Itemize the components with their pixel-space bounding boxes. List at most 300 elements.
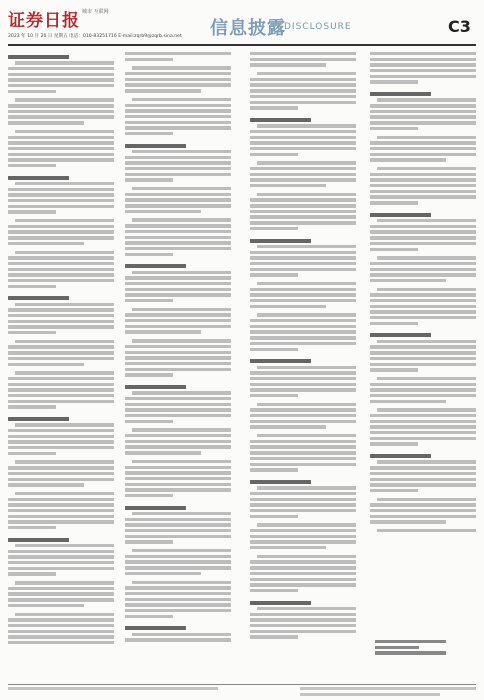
text-line [15, 460, 114, 463]
text-line [8, 225, 114, 228]
text-line [250, 95, 356, 98]
text-line [370, 299, 476, 302]
footer-note-right [300, 687, 476, 690]
text-line [250, 130, 356, 133]
text-line [250, 319, 356, 322]
text-line [125, 351, 231, 354]
text-line [250, 178, 356, 181]
text-line [370, 515, 476, 518]
text-line [377, 288, 476, 291]
text-line [15, 182, 114, 185]
text-line [125, 560, 231, 563]
text-line [8, 561, 114, 564]
text-line [125, 83, 231, 86]
text-line [370, 478, 476, 481]
text-line [8, 136, 114, 139]
text-line [8, 555, 114, 558]
text-line [377, 408, 476, 411]
text-line [8, 377, 114, 380]
text-line [370, 242, 476, 245]
text-line [370, 357, 476, 360]
text-line [8, 567, 114, 570]
text-line [125, 161, 231, 164]
text-line [370, 351, 476, 354]
text-line [8, 164, 56, 167]
text-line [370, 293, 476, 296]
text-line [125, 325, 231, 328]
text-line [250, 210, 356, 213]
text-line [257, 161, 356, 164]
text-line [257, 282, 356, 285]
text-line [370, 115, 476, 118]
text-line [8, 84, 114, 87]
text-line [377, 460, 476, 463]
text-line [15, 303, 114, 306]
text-line [250, 52, 356, 55]
text-line [370, 368, 418, 371]
text-line [250, 457, 356, 460]
text-line [250, 445, 356, 448]
text-line [370, 483, 476, 486]
text-line [257, 193, 356, 196]
text-line [125, 276, 231, 279]
text-line [250, 425, 326, 428]
text-line [250, 173, 356, 176]
text-line [370, 121, 476, 124]
text-line [8, 405, 56, 408]
text-line [132, 187, 231, 190]
text-line [125, 620, 231, 623]
text-line [125, 104, 231, 107]
text-line [377, 377, 476, 380]
text-line [8, 618, 114, 621]
article-heading-line [8, 417, 69, 421]
text-line [8, 515, 114, 518]
text-line [132, 98, 231, 101]
text-line [8, 331, 56, 334]
text-line [8, 630, 114, 633]
text-line [8, 532, 114, 535]
article-heading-line [8, 55, 69, 59]
text-line [370, 201, 418, 204]
text-line [370, 310, 476, 313]
text-line [125, 586, 231, 589]
text-line [125, 420, 173, 423]
section-title: 信息披露 [210, 18, 286, 39]
text-line [15, 371, 114, 374]
text-line [250, 305, 326, 308]
text-line [370, 425, 476, 428]
text-line [250, 251, 356, 254]
text-line [250, 624, 356, 627]
text-line [377, 98, 476, 101]
text-line [250, 256, 356, 259]
text-line [250, 515, 298, 518]
text-line [132, 308, 231, 311]
text-line [125, 319, 231, 322]
text-line [250, 153, 298, 156]
text-line [125, 408, 231, 411]
text-line [257, 434, 356, 437]
text-line [377, 136, 476, 139]
text-line [370, 52, 476, 55]
text-line [8, 320, 114, 323]
footer-rule [8, 684, 476, 685]
text-line [250, 233, 356, 236]
text-line [132, 391, 231, 394]
text-line [125, 78, 231, 81]
text-line [8, 158, 114, 161]
text-line [132, 549, 231, 552]
text-line [250, 566, 356, 569]
text-line [125, 330, 201, 333]
text-line [125, 210, 201, 213]
text-line [370, 63, 476, 66]
article-heading-line [125, 385, 186, 389]
text-line [250, 595, 356, 598]
text-line [15, 613, 114, 616]
text-line [8, 78, 114, 81]
text-line [125, 299, 173, 302]
text-line [370, 141, 476, 144]
text-line [8, 67, 114, 70]
text-line [370, 173, 476, 176]
logo-meta: 城市 互联网 [82, 9, 109, 15]
text-line [125, 451, 201, 454]
text-line [250, 578, 356, 581]
text-line [8, 446, 114, 449]
text-line [8, 452, 56, 455]
text-line [250, 618, 356, 621]
text-line [250, 583, 356, 586]
text-line [125, 236, 231, 239]
text-line [370, 184, 476, 187]
text-line [370, 268, 476, 271]
text-line [125, 167, 231, 170]
text-line [125, 488, 231, 491]
text-line [250, 440, 356, 443]
text-line [250, 498, 356, 501]
text-line [250, 451, 356, 454]
text-line [8, 592, 114, 595]
text-line [250, 198, 356, 201]
text-line [370, 466, 476, 469]
text-line [132, 633, 231, 636]
text-line [125, 494, 173, 497]
text-line [8, 104, 114, 107]
text-line [125, 198, 231, 201]
text-line [370, 195, 476, 198]
text-line [370, 110, 476, 113]
text-line [377, 256, 476, 259]
text-line [250, 167, 356, 170]
text-line [370, 316, 476, 319]
text-line [125, 368, 231, 371]
text-line [250, 572, 356, 575]
text-line [370, 147, 476, 150]
text-line [250, 215, 356, 218]
text-line [377, 498, 476, 501]
text-line [250, 336, 356, 339]
page-footer [0, 684, 484, 700]
text-line [8, 141, 114, 144]
text-line [257, 523, 356, 526]
text-line [257, 366, 356, 369]
text-line [8, 509, 114, 512]
text-line [125, 477, 231, 480]
article-heading-line [370, 333, 431, 337]
text-line [257, 72, 356, 75]
article-heading-line [250, 601, 311, 605]
text-line [370, 236, 476, 239]
text-line [8, 429, 114, 432]
text-line [370, 442, 418, 445]
text-line [125, 379, 231, 382]
text-line [125, 230, 231, 233]
text-line [8, 279, 114, 282]
text-line [250, 204, 356, 207]
text-line [125, 193, 231, 196]
text-line [125, 173, 231, 176]
text-line [125, 115, 231, 118]
text-line [370, 273, 476, 276]
text-line [8, 483, 84, 486]
text-line [8, 572, 56, 575]
text-line [132, 66, 231, 69]
masthead [0, 0, 484, 46]
text-line [250, 101, 356, 104]
text-line [8, 357, 114, 360]
text-line [250, 268, 356, 271]
text-line [250, 136, 356, 139]
text-line [125, 466, 231, 469]
text-line [250, 342, 356, 345]
text-line [250, 420, 356, 423]
text-line [370, 489, 418, 492]
text-line [370, 394, 476, 397]
text-line [125, 572, 201, 575]
article-column-2 [125, 52, 231, 678]
text-line [370, 262, 476, 265]
text-line [257, 245, 356, 248]
text-line [8, 363, 84, 366]
text-line [8, 236, 114, 239]
text-line [250, 474, 356, 477]
text-line [8, 290, 114, 293]
text-line [250, 83, 356, 86]
text-line [15, 130, 114, 133]
newspaper-logo: 证券日报 [8, 11, 80, 31]
text-line [250, 468, 298, 471]
text-line [8, 110, 114, 113]
text-line [370, 69, 476, 72]
text-line [125, 282, 231, 285]
text-line [250, 394, 298, 397]
text-line [8, 170, 114, 173]
text-line [125, 178, 173, 181]
text-line [125, 313, 231, 316]
text-line [250, 288, 356, 291]
text-line [8, 587, 114, 590]
text-line [250, 325, 356, 328]
article-heading-line [8, 176, 69, 180]
text-line [250, 492, 356, 495]
text-line [125, 445, 231, 448]
text-line [8, 478, 114, 481]
text-line [8, 383, 114, 386]
text-line [370, 230, 476, 233]
article-heading-line [250, 239, 311, 243]
text-line [15, 98, 114, 101]
text-line [250, 535, 356, 538]
text-line [370, 58, 476, 61]
text-line [370, 104, 476, 107]
text-line [125, 258, 231, 261]
text-line [8, 262, 114, 265]
text-line [370, 322, 418, 325]
text-line [250, 613, 356, 616]
text-line [125, 356, 231, 359]
text-line [370, 279, 446, 282]
text-line [370, 75, 476, 78]
text-line [377, 219, 476, 222]
text-line [8, 115, 114, 118]
text-line [370, 127, 418, 130]
text-line [370, 327, 476, 330]
text-line [250, 112, 356, 115]
text-line [250, 388, 356, 391]
text-line [370, 153, 476, 156]
text-line [370, 414, 476, 417]
text-line [125, 58, 173, 61]
text-line [125, 345, 231, 348]
text-line [370, 400, 446, 403]
text-line [8, 503, 114, 506]
text-line [370, 420, 476, 423]
text-line [370, 86, 476, 89]
text-line [377, 340, 476, 343]
text-line [15, 544, 114, 547]
text-line [250, 147, 356, 150]
section-subtitle: DISCLOSURE [284, 22, 352, 32]
text-line [15, 251, 114, 254]
article-heading-line [8, 538, 69, 542]
text-line [8, 400, 114, 403]
footer-note-left [8, 687, 218, 690]
text-line [250, 371, 356, 374]
text-line [370, 248, 418, 251]
text-line [132, 339, 231, 342]
article-heading-line [125, 626, 186, 630]
text-line [8, 285, 56, 288]
text-line [125, 471, 231, 474]
text-line [125, 592, 231, 595]
text-line [8, 242, 84, 245]
article-heading-line [370, 213, 431, 217]
text-line [8, 153, 114, 156]
text-line [132, 460, 231, 463]
text-line [370, 363, 476, 366]
text-line [8, 345, 114, 348]
article-heading-line [250, 359, 311, 363]
text-line [8, 193, 114, 196]
text-line [125, 52, 231, 55]
text-line [370, 383, 476, 386]
text-line [250, 58, 356, 61]
text-line [8, 550, 114, 553]
text-line [257, 607, 356, 610]
text-line [8, 526, 56, 529]
text-line [125, 566, 231, 569]
text-line [15, 219, 114, 222]
text-line [257, 124, 356, 127]
text-line [125, 89, 201, 92]
text-line [250, 227, 298, 230]
text-line [125, 403, 231, 406]
text-line [125, 523, 231, 526]
text-line [132, 150, 231, 153]
text-line [8, 314, 114, 317]
text-line [250, 546, 326, 549]
text-line [250, 184, 326, 187]
text-line [125, 72, 231, 75]
text-line [250, 78, 356, 81]
text-line [8, 472, 114, 475]
text-line [250, 106, 298, 109]
header-rule [8, 44, 476, 46]
text-line [8, 325, 114, 328]
text-line [132, 581, 231, 584]
text-line [125, 109, 231, 112]
company-signature [375, 640, 473, 657]
page-number: C3 [448, 17, 471, 36]
footer-note-right-2 [300, 693, 440, 696]
text-line [8, 205, 114, 208]
text-line [370, 509, 476, 512]
article-heading-line [125, 506, 186, 510]
text-line [125, 598, 231, 601]
text-line [8, 635, 114, 638]
text-line [132, 512, 231, 515]
article-heading-line [125, 264, 186, 268]
text-line [250, 540, 356, 543]
text-line [250, 262, 356, 265]
text-line [125, 241, 231, 244]
text-line [250, 273, 298, 276]
text-line [8, 604, 84, 607]
text-line [8, 147, 114, 150]
text-line [125, 638, 231, 641]
text-line [15, 492, 114, 495]
text-line [8, 188, 114, 191]
text-line [250, 503, 356, 506]
text-line [125, 373, 173, 376]
text-line [257, 486, 356, 489]
text-line [8, 598, 114, 601]
text-line [250, 377, 356, 380]
text-line [370, 207, 476, 210]
text-line [125, 132, 173, 135]
text-line [125, 126, 231, 129]
text-line [15, 581, 114, 584]
text-line [8, 498, 114, 501]
text-line [8, 210, 56, 213]
text-line [132, 428, 231, 431]
text-line [250, 509, 356, 512]
text-line [370, 448, 476, 451]
text-line [125, 121, 231, 124]
text-line [8, 268, 114, 271]
